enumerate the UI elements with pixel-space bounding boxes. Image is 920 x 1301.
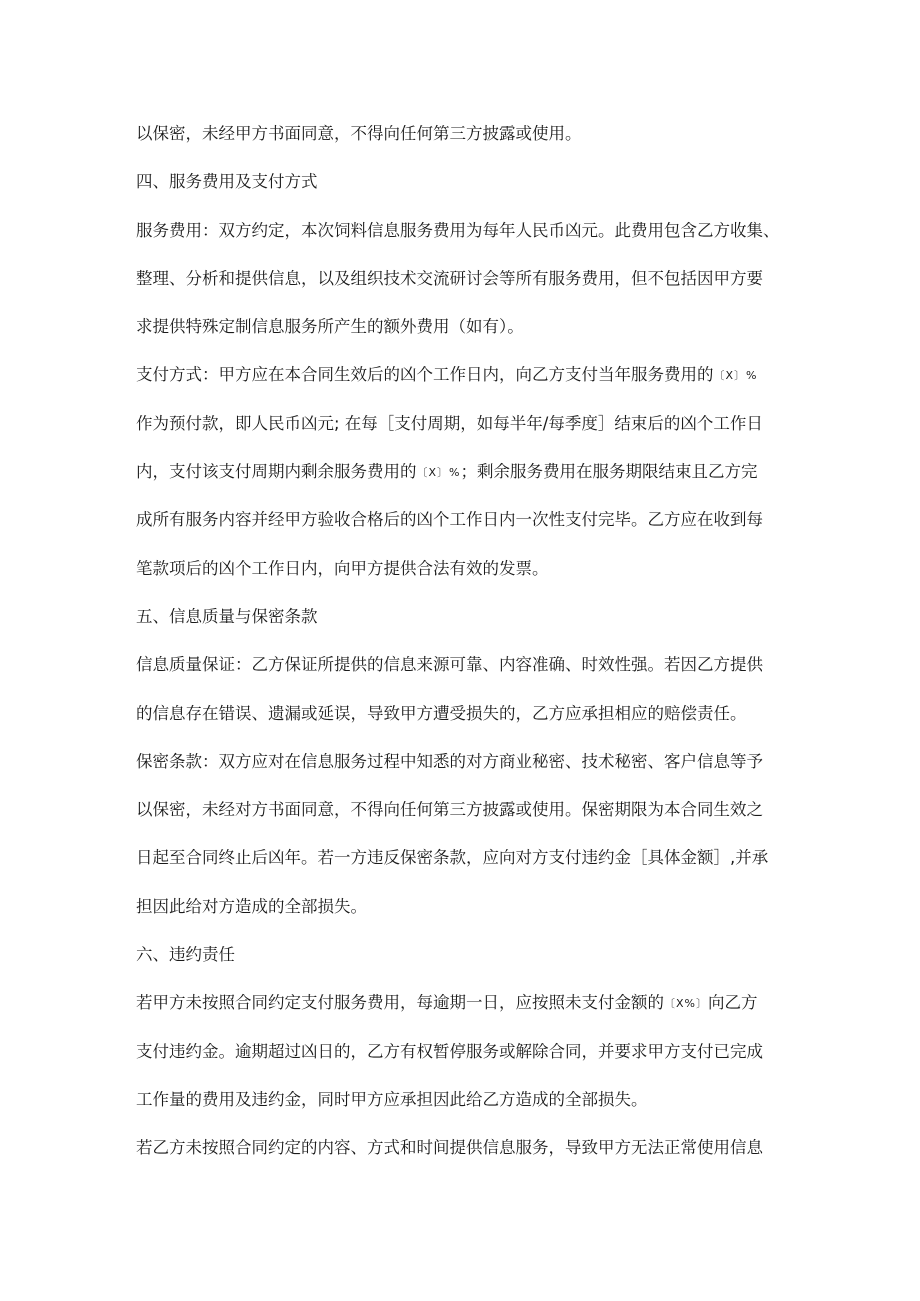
paragraph-line: 笔款项后的凶个工作日内，向甲方提供合法有效的发票。 — [136, 558, 549, 578]
line-text: 内，支付该支付周期内剩余服务费用的 — [136, 462, 417, 482]
paragraph-line: 以保密，未经对方书面同意，不得向任何第三方披露或使用。保密期限为本合同生效之 — [136, 800, 763, 820]
paragraph-line: 以保密，未经甲方书面同意，不得向任何第三方披露或使用。 — [136, 124, 582, 143]
paragraph-line: 保密条款：双方应对在信息服务过程中知悉的对方商业秘密、技术秘密、客户信息等予 — [136, 751, 763, 771]
document-page — [136, 117, 786, 1180]
section-heading: 五、信息质量与保密条款 — [136, 606, 318, 626]
paragraph-line: 的信息存在错误、遗漏或延误，导致甲方遭受损失的，乙方应承担相应的赔偿责任。 — [136, 703, 747, 723]
percentage-placeholder: 〔X%〕 — [664, 997, 708, 1011]
line-text: 支付方式：甲方应在本合同生效后的凶个工作日内，向乙方支付当年服务费用的 — [136, 365, 714, 385]
paragraph-line: 作为预付款，即人民币凶元; 在每［支付周期，如每半年/每季度］结束后的凶个工作日 — [136, 413, 763, 433]
paragraph-line — [136, 455, 786, 489]
paragraph-line: 若乙方未按照合同约定的内容、方式和时间提供信息服务，导致甲方无法正常使用信息 — [136, 1138, 763, 1158]
paragraph-line: 信息质量保证：乙方保证所提供的信息来源可靠、内容准确、时效性强。若因乙方提供 — [136, 655, 763, 675]
line-text: 若甲方未按照合同约定支付服务费用，每逾期一日，应按照未支付金额的 — [136, 993, 664, 1013]
percentage-placeholder: 〔X〕% — [713, 369, 758, 383]
line-text: 向乙方 — [708, 993, 758, 1013]
paragraph-line: 求提供特殊定制信息服务所产生的额外费用（如有）。 — [136, 317, 524, 337]
paragraph-line: 工作量的费用及违约金，同时甲方应承担因此给乙方造成的全部损失。 — [136, 1089, 648, 1109]
paragraph-line: 成所有服务内容并经甲方验收合格后的凶个工作日内一次性支付完毕。乙方应在收到每 — [136, 510, 763, 530]
percentage-placeholder: 〔X〕% — [416, 466, 461, 480]
paragraph-line: 日起至合同终止后凶年。若一方违反保密条款，应向对方支付违约金［具体金额］,并承 — [136, 848, 769, 868]
section-heading: 四、服务费用及支付方式 — [136, 172, 318, 192]
paragraph-line: 整理、分析和提供信息，以及组织技术交流研讨会等所有服务费用，但不包括因甲方要 — [136, 268, 763, 288]
paragraph-line: 支付违约金。逾期超过凶日的，乙方有权暂停服务或解除合同，并要求甲方支付已完成 — [136, 1041, 763, 1061]
paragraph-line: 担因此给对方造成的全部损失。 — [136, 896, 367, 916]
paragraph-line — [136, 358, 786, 392]
paragraph-line: 服务费用：双方约定，本次饲料信息服务费用为每年人民币凶元。此费用包含乙方收集、 — [136, 220, 780, 240]
line-text: ；剩余服务费用在服务期限结束且乙方完 — [460, 462, 758, 482]
section-heading: 六、违约责任 — [136, 945, 235, 965]
paragraph-line — [136, 986, 786, 1020]
